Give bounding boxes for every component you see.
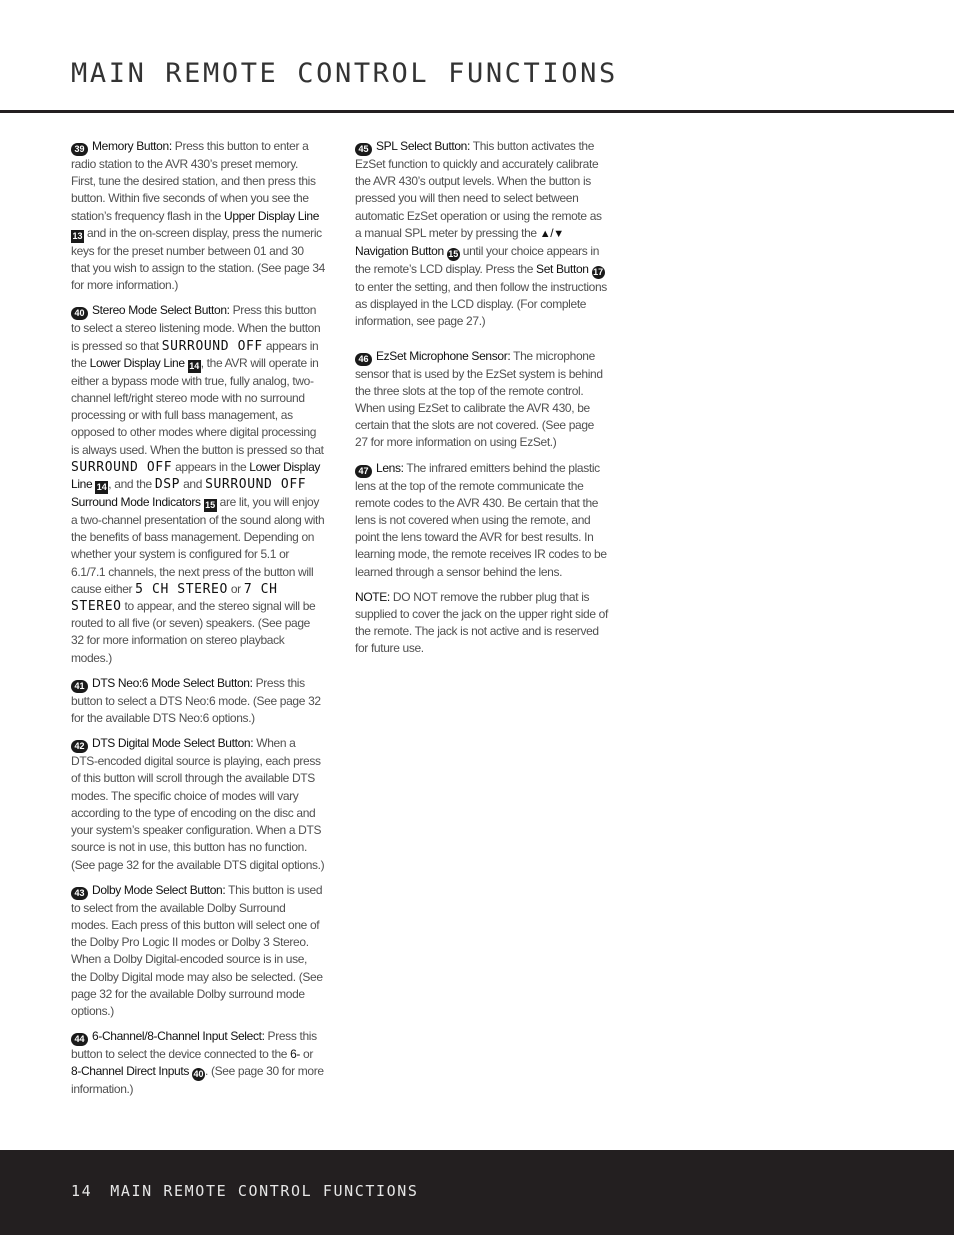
entry-heading: Dolby Mode Select Button: (92, 882, 226, 897)
note (355, 589, 609, 658)
entry-heading: Stereo Mode Select Button: (92, 303, 230, 318)
entry-text: This button activates the EzSet function to quickly and accurately calibrate the AVR 430’s output levels. When the button is pressed you will then need to select between automatic EzSet operation or using the remote as a manual SPL meter by pressing the (355, 139, 602, 240)
reference-label: Set Button (536, 262, 589, 277)
footer-title: MAIN REMOTE CONTROL FUNCTIONS (110, 1182, 419, 1200)
entry-stereo-mode-select-button (71, 302, 325, 666)
reference-label: 6- (290, 1047, 301, 1062)
entry-text: , and the (108, 477, 155, 492)
entry-text: until your choice appears in the remote’s LCD display. Press the (355, 244, 600, 277)
entry-text: . (See page 30 for more information.) (71, 1064, 324, 1097)
entry-dts-digital-mode-select-button (71, 735, 325, 873)
display-readout-text: SURROUND OFF (205, 477, 307, 493)
entry-text: Press this button to select a DTS Neo:6 mode. (See page 32 for the available DTS Neo:6 options.) (71, 675, 321, 726)
slash-separator: / (550, 225, 554, 240)
title-rule (0, 110, 954, 113)
page-title: MAIN REMOTE CONTROL FUNCTIONS (71, 58, 618, 89)
entry-text: This button is used to select from the available Dolby Surround modes. Each press of this button will select one of the Dolby Pro Logic II modes or Dolby 3 Stereo. When a Dolby Digital-encoded source is in use, the Dolby Digital mode may also be selected. (See page 32 for the available Dolby surround mode options.) (71, 882, 323, 1018)
reference-number-badge: 14 (189, 360, 200, 371)
entry-text: appears in the (172, 459, 250, 474)
entry-heading: Memory Button: (92, 139, 172, 153)
display-readout-text: 5 CH STEREO (135, 581, 228, 597)
entry-text: and (180, 477, 206, 492)
entry-text: The microphone sensor that is used by the EzSet system is behind the three slots at the top of the remote control. When using EzSet to calibrate the AVR 430, be certain that the slots are not covered. (See page 27 for more information on using EzSet.) (355, 348, 603, 450)
entry-text: appears in the (71, 338, 319, 370)
reference-label: Surround Mode Indicators (71, 495, 201, 510)
entry-text: or (300, 1047, 314, 1062)
entry-heading: 6-Channel/8-Channel Input Select: (92, 1029, 265, 1044)
page-number: 14 (71, 1182, 93, 1200)
entry-6-8-channel-input-select (71, 1028, 325, 1098)
item-number-badge: 47 (355, 465, 372, 478)
entry-memory-button (71, 138, 325, 294)
entry-text: are lit, you will enjoy a two-channel presentation of the sound along with the benefits of bass management. Depending on whether your system is configured for 5.1 or 6.1/7.1 channels, the next press of the button will cause either (71, 495, 325, 596)
display-readout-text: DSP (154, 477, 181, 493)
reference-label: Navigation Button (355, 244, 444, 259)
entry-text: and in the on-screen display, press the numeric keys for the preset number between 01 and 30 that you wish to assign to the station. (See page 34 for more information.) (71, 225, 325, 293)
entry-lens (355, 460, 609, 581)
item-number-badge: 46 (355, 353, 372, 366)
entry-text: or (227, 581, 244, 596)
display-readout-text: SURROUND OFF (161, 338, 263, 354)
item-number-badge: 44 (71, 1033, 88, 1046)
entry-text: to enter the setting, and then follow the instructions as displayed in the LCD display. (For complete information, see page 27.) (355, 280, 607, 329)
item-number-badge: 39 (71, 143, 88, 156)
display-readout-text: SURROUND OFF (71, 459, 173, 475)
arrow-up-icon: ▲ (539, 227, 551, 240)
reference-number-badge: 40 (193, 1069, 204, 1080)
entry-heading: SPL Select Button: (376, 139, 470, 153)
entry-text: Press this button to select a stereo listening mode. When the button is pressed so that (71, 303, 321, 353)
note-text: DO NOT remove the rubber plug that is supplied to cover the jack on the upper right side of the remote. The jack is not active and is reserved for future use. (355, 589, 608, 656)
arrow-down-icon: ▼ (553, 227, 564, 240)
entry-heading: DTS Digital Mode Select Button: (92, 736, 254, 751)
item-number-badge: 45 (355, 143, 372, 156)
entry-text: Press this button to enter a radio station to the AVR 430’s preset memory. First, tune the desired station, and then press this button. Within five seconds of when you see the station’s frequency flash in the (71, 139, 316, 223)
entry-heading: EzSet Microphone Sensor: (376, 348, 511, 363)
reference-number-badge: 13 (72, 230, 83, 241)
footer-text (71, 1182, 419, 1200)
reference-label: Lower Display Line (89, 355, 185, 370)
entry-dts-neo6-mode-select-button (71, 675, 325, 727)
reference-number-badge: 17 (593, 267, 604, 278)
entry-text: , the AVR will operate in either a bypass mode with true, fully analog, two-channel left/right stereo mode with no surround processing or with full bass management, as opposed to other modes where digital processing is always used. When the button is pressed so that (71, 355, 324, 457)
entry-text: The infrared emitters behind the plastic lens at the top of the remote communicate the remote codes to the AVR 430. Be certain that the lens is not covered when using the remote, and point the lens toward the AVR for best results. In learning mode, the remote receives IR codes to be learned through a sensor behind the lens. (355, 460, 607, 579)
entry-text: When a DTS-encoded digital source is playing, each press of this button will scroll through the available DTS modes. The specific choice of modes will vary according to the type of encoding on the disc and your system’s speaker configuration. When a DTS source is not in use, this button has no function. (See page 32 for the available DTS digital options.) (71, 736, 325, 872)
item-number-badge: 41 (71, 680, 88, 693)
reference-label: 8-Channel Direct Inputs (71, 1064, 190, 1079)
left-column (71, 138, 325, 1107)
reference-number-badge: 15 (205, 500, 216, 511)
item-number-badge: 43 (71, 887, 88, 900)
right-column (355, 138, 609, 666)
reference-label: Lower Display Line (71, 459, 321, 492)
reference-number-badge: 15 (448, 249, 459, 260)
reference-label: Upper Display Line (224, 208, 320, 223)
entry-spl-select-button (355, 138, 609, 331)
reference-number-badge: 14 (96, 482, 107, 493)
item-number-badge: 40 (71, 307, 88, 320)
display-readout-text: 7 CH STEREO (71, 581, 278, 615)
entry-heading: DTS Neo:6 Mode Select Button: (92, 675, 253, 690)
entry-dolby-mode-select-button (71, 882, 325, 1020)
item-number-badge: 42 (71, 740, 88, 753)
entry-text: Press this button to select the device connected to the (71, 1029, 317, 1062)
entry-heading: Lens: (376, 460, 404, 475)
note-heading: NOTE: (355, 589, 390, 604)
entry-ezset-microphone-sensor (355, 348, 609, 452)
entry-text: to appear, and the stereo signal will be routed to all five (or seven) speakers. (See page 32 for more information on stereo playback modes.) (71, 599, 316, 665)
